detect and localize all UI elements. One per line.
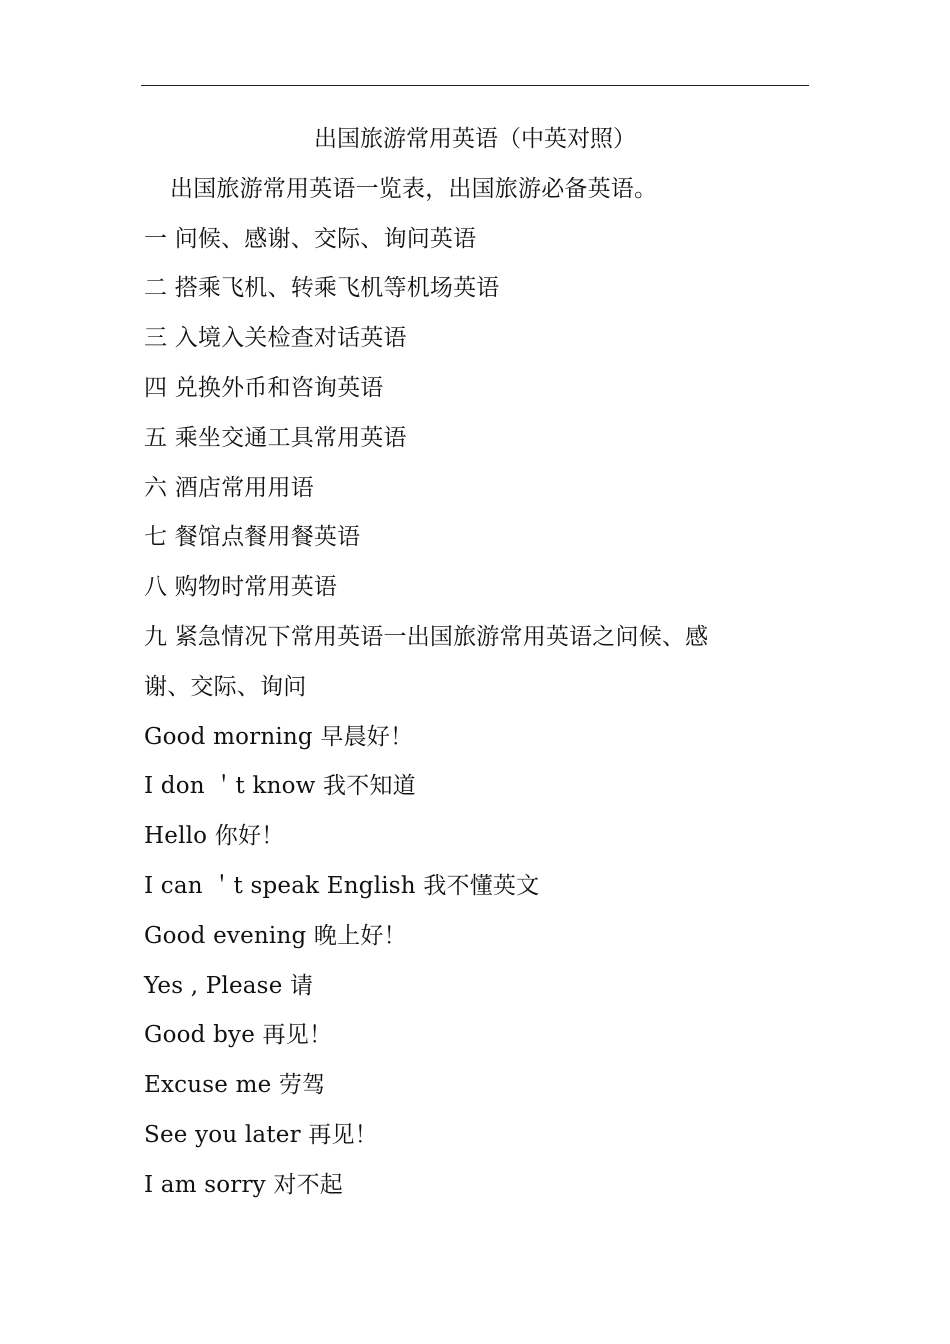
phrase-line: I can ＇t speak English 我不懂英文 (144, 873, 540, 899)
toc-line: 一 问候、感谢、交际、询问英语 (144, 226, 477, 252)
toc-line: 四 兑换外币和咨询英语 (144, 375, 384, 401)
toc-line: 二 搭乘飞机、转乘飞机等机场英语 (144, 275, 500, 301)
phrase-line: Good morning 早晨好！ (144, 724, 414, 750)
document-title: 出国旅游常用英语（中英对照） (314, 126, 636, 152)
phrase-line: See you later 再见！ (144, 1122, 378, 1148)
phrase-line: Yes , Please 请 (144, 973, 314, 999)
phrase-line: I don ＇t know 我不知道 (144, 773, 416, 799)
toc-line: 谢、交际、询问 (144, 674, 307, 700)
phrase-line: Good evening 晚上好！ (144, 923, 407, 949)
document-subtitle: 出国旅游常用英语一览表，出国旅游必备英语。 (170, 176, 658, 202)
toc-line: 八 购物时常用英语 (144, 574, 338, 600)
toc-line: 五 乘坐交通工具常用英语 (144, 425, 407, 451)
toc-line: 三 入境入关检查对话英语 (144, 325, 407, 351)
toc-line: 九 紧急情况下常用英语一出国旅游常用英语之问候、感 (144, 624, 709, 650)
phrase-line: I am sorry 对不起 (144, 1172, 343, 1198)
phrase-line: Good bye 再见！ (144, 1022, 333, 1048)
toc-line: 七 餐馆点餐用餐英语 (144, 524, 361, 550)
toc-line: 六 酒店常用用语 (144, 475, 314, 501)
header-rule (141, 85, 809, 86)
phrase-line: Excuse me 劳驾 (144, 1072, 326, 1098)
phrase-line: Hello 你好！ (144, 823, 285, 849)
